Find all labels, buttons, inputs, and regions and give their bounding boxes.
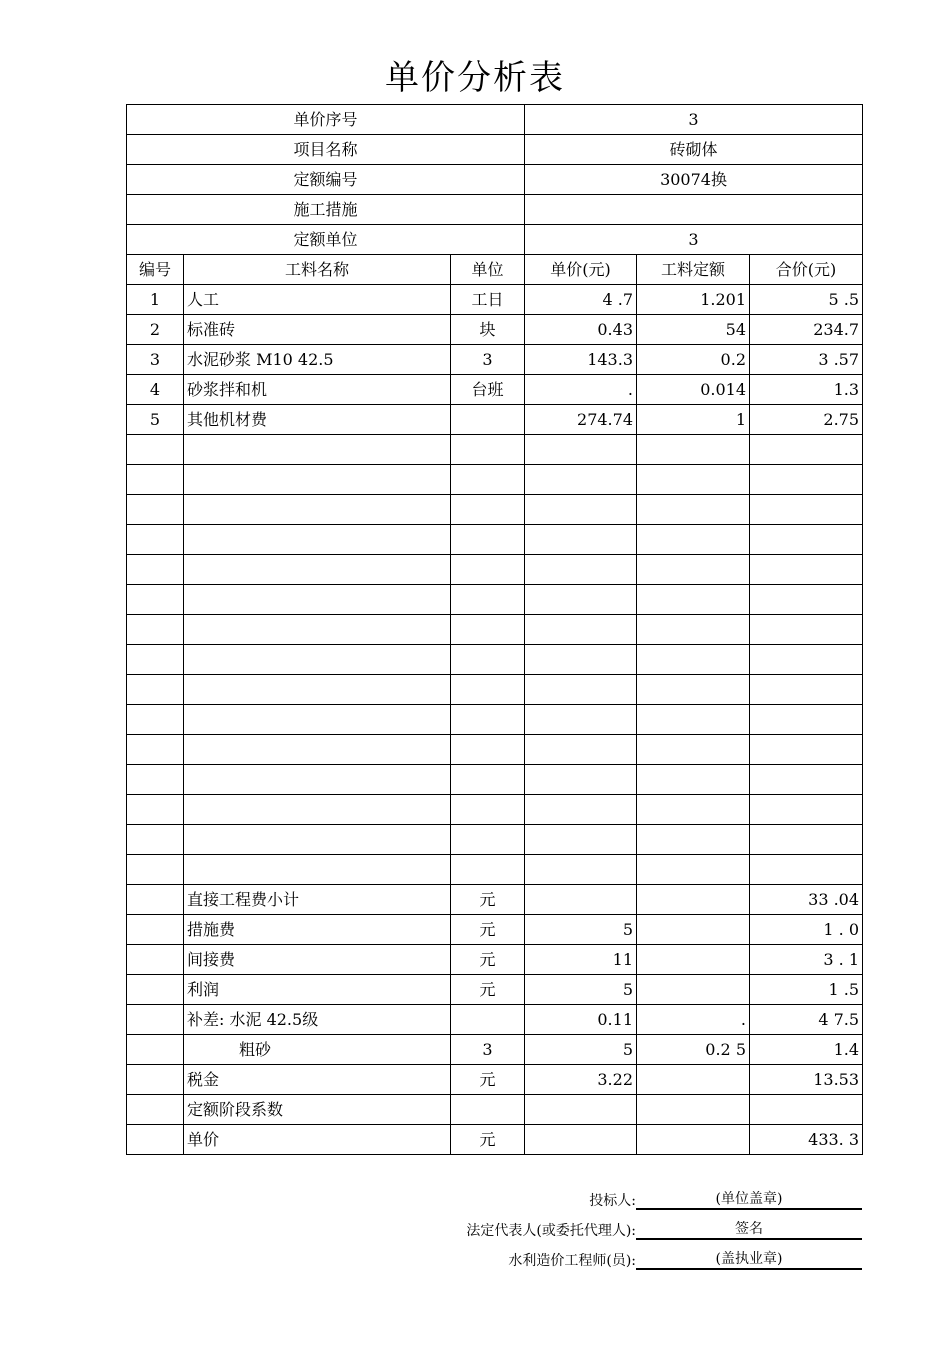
column-header: 编号 bbox=[127, 255, 184, 285]
empty-cell bbox=[127, 855, 184, 885]
empty-cell bbox=[127, 675, 184, 705]
item-unit: 块 bbox=[451, 315, 525, 345]
item-total: 3 .57 bbox=[750, 345, 863, 375]
summary-name: 定额阶段系数 bbox=[184, 1095, 451, 1125]
empty-cell bbox=[637, 855, 750, 885]
empty-cell bbox=[184, 705, 451, 735]
summary-total: 1.4 bbox=[750, 1035, 863, 1065]
empty-cell bbox=[750, 525, 863, 555]
empty-cell bbox=[750, 435, 863, 465]
table-row bbox=[127, 615, 863, 645]
table-row bbox=[127, 945, 863, 975]
item-no: 3 bbox=[127, 345, 184, 375]
empty-cell bbox=[525, 645, 637, 675]
info-label: 单价序号 bbox=[127, 105, 525, 135]
table-row bbox=[127, 675, 863, 705]
table-row bbox=[127, 255, 863, 285]
empty-cell bbox=[451, 795, 525, 825]
table-row bbox=[127, 315, 863, 345]
item-no: 2 bbox=[127, 315, 184, 345]
empty-cell bbox=[127, 765, 184, 795]
summary-total: 433. 3 bbox=[750, 1125, 863, 1155]
info-label: 定额单位 bbox=[127, 225, 525, 255]
summary-total: 3 . 1 bbox=[750, 945, 863, 975]
summary-no bbox=[127, 975, 184, 1005]
item-unit bbox=[451, 405, 525, 435]
empty-cell bbox=[127, 555, 184, 585]
table-row bbox=[127, 345, 863, 375]
item-quota: 1 bbox=[637, 405, 750, 435]
table-row bbox=[127, 825, 863, 855]
empty-cell bbox=[184, 495, 451, 525]
empty-cell bbox=[184, 855, 451, 885]
empty-cell bbox=[127, 465, 184, 495]
empty-cell bbox=[451, 435, 525, 465]
info-value bbox=[525, 195, 863, 225]
empty-cell bbox=[637, 465, 750, 495]
summary-quota: . bbox=[637, 1005, 750, 1035]
empty-cell bbox=[184, 465, 451, 495]
empty-cell bbox=[637, 435, 750, 465]
info-label: 项目名称 bbox=[127, 135, 525, 165]
empty-cell bbox=[451, 615, 525, 645]
empty-cell bbox=[451, 855, 525, 885]
empty-cell bbox=[451, 705, 525, 735]
empty-cell bbox=[127, 435, 184, 465]
summary-price: 5 bbox=[525, 975, 637, 1005]
item-quota: 0.014 bbox=[637, 375, 750, 405]
empty-cell bbox=[127, 615, 184, 645]
empty-cell bbox=[127, 795, 184, 825]
empty-cell bbox=[184, 435, 451, 465]
table-row bbox=[127, 855, 863, 885]
empty-cell bbox=[637, 825, 750, 855]
table-row bbox=[127, 225, 863, 255]
summary-total: 4 7.5 bbox=[750, 1005, 863, 1035]
table-row bbox=[127, 555, 863, 585]
empty-cell bbox=[525, 675, 637, 705]
empty-cell bbox=[127, 645, 184, 675]
empty-cell bbox=[750, 495, 863, 525]
empty-cell bbox=[750, 735, 863, 765]
empty-cell bbox=[451, 495, 525, 525]
table-row bbox=[127, 1065, 863, 1095]
summary-name: 单价 bbox=[184, 1125, 451, 1155]
item-unit: 3 bbox=[451, 345, 525, 375]
empty-cell bbox=[750, 585, 863, 615]
item-no: 5 bbox=[127, 405, 184, 435]
summary-price: 0.11 bbox=[525, 1005, 637, 1035]
summary-unit: 元 bbox=[451, 885, 525, 915]
signature-label: 投标人: bbox=[589, 1193, 636, 1209]
item-quota: 1.201 bbox=[637, 285, 750, 315]
item-name: 标准砖 bbox=[184, 315, 451, 345]
unit-price-table bbox=[126, 104, 863, 1155]
empty-cell bbox=[525, 585, 637, 615]
table-row bbox=[127, 195, 863, 225]
empty-cell bbox=[127, 705, 184, 735]
summary-name: 税金 bbox=[184, 1065, 451, 1095]
summary-name: 利润 bbox=[184, 975, 451, 1005]
empty-cell bbox=[525, 765, 637, 795]
table-row bbox=[127, 885, 863, 915]
empty-cell bbox=[184, 645, 451, 675]
empty-cell bbox=[750, 795, 863, 825]
summary-total bbox=[750, 1095, 863, 1125]
table-row bbox=[127, 1035, 863, 1065]
table-row bbox=[127, 915, 863, 945]
summary-unit: 元 bbox=[451, 945, 525, 975]
item-price: 4 .7 bbox=[525, 285, 637, 315]
info-value: 30074换 bbox=[525, 165, 863, 195]
empty-cell bbox=[525, 735, 637, 765]
summary-no bbox=[127, 915, 184, 945]
empty-cell bbox=[637, 615, 750, 645]
summary-price: 5 bbox=[525, 915, 637, 945]
empty-cell bbox=[184, 555, 451, 585]
empty-cell bbox=[184, 585, 451, 615]
empty-cell bbox=[525, 555, 637, 585]
column-header: 工料名称 bbox=[184, 255, 451, 285]
table-row bbox=[127, 405, 863, 435]
table-row bbox=[127, 135, 863, 165]
item-quota: 0.2 bbox=[637, 345, 750, 375]
empty-cell bbox=[451, 585, 525, 615]
item-unit: 工日 bbox=[451, 285, 525, 315]
empty-cell bbox=[750, 555, 863, 585]
empty-cell bbox=[184, 735, 451, 765]
table-row bbox=[127, 645, 863, 675]
info-value: 3 bbox=[525, 225, 863, 255]
empty-cell bbox=[127, 495, 184, 525]
empty-cell bbox=[451, 555, 525, 585]
summary-price: 11 bbox=[525, 945, 637, 975]
empty-cell bbox=[637, 525, 750, 555]
empty-cell bbox=[451, 675, 525, 705]
item-price: . bbox=[525, 375, 637, 405]
empty-cell bbox=[637, 495, 750, 525]
empty-cell bbox=[750, 465, 863, 495]
table-row bbox=[127, 465, 863, 495]
item-quota: 54 bbox=[637, 315, 750, 345]
item-price: 143.3 bbox=[525, 345, 637, 375]
item-name: 人工 bbox=[184, 285, 451, 315]
empty-cell bbox=[525, 465, 637, 495]
summary-unit: 元 bbox=[451, 915, 525, 945]
table-row bbox=[127, 585, 863, 615]
empty-cell bbox=[184, 675, 451, 705]
empty-cell bbox=[525, 825, 637, 855]
summary-name: 直接工程费小计 bbox=[184, 885, 451, 915]
empty-cell bbox=[637, 675, 750, 705]
table-row bbox=[127, 375, 863, 405]
table-row bbox=[127, 795, 863, 825]
summary-price: 3.22 bbox=[525, 1065, 637, 1095]
empty-cell bbox=[637, 645, 750, 675]
empty-cell bbox=[637, 765, 750, 795]
item-total: 5 .5 bbox=[750, 285, 863, 315]
column-header: 合价(元) bbox=[750, 255, 863, 285]
signature-value: (单位盖章) bbox=[636, 1190, 862, 1210]
summary-total: 1 .5 bbox=[750, 975, 863, 1005]
empty-cell bbox=[184, 825, 451, 855]
item-total: 1.3 bbox=[750, 375, 863, 405]
table-row bbox=[127, 705, 863, 735]
summary-no bbox=[127, 1005, 184, 1035]
table-row bbox=[127, 765, 863, 795]
summary-no bbox=[127, 945, 184, 975]
empty-cell bbox=[184, 525, 451, 555]
table-row bbox=[127, 735, 863, 765]
empty-cell bbox=[750, 855, 863, 885]
column-header: 工料定额 bbox=[637, 255, 750, 285]
empty-cell bbox=[750, 825, 863, 855]
info-value: 砖砌体 bbox=[525, 135, 863, 165]
empty-cell bbox=[525, 795, 637, 825]
summary-quota bbox=[637, 1065, 750, 1095]
empty-cell bbox=[127, 585, 184, 615]
table-row bbox=[127, 435, 863, 465]
summary-price bbox=[525, 885, 637, 915]
summary-quota bbox=[637, 915, 750, 945]
summary-no bbox=[127, 1095, 184, 1125]
empty-cell bbox=[637, 705, 750, 735]
signature-label: 水利造价工程师(员): bbox=[508, 1253, 636, 1269]
empty-cell bbox=[451, 645, 525, 675]
empty-cell bbox=[750, 645, 863, 675]
item-name: 砂浆拌和机 bbox=[184, 375, 451, 405]
info-label: 施工措施 bbox=[127, 195, 525, 225]
empty-cell bbox=[750, 765, 863, 795]
empty-cell bbox=[525, 705, 637, 735]
item-name: 其他机材费 bbox=[184, 405, 451, 435]
summary-total: 1 . 0 bbox=[750, 915, 863, 945]
signature-label: 法定代表人(或委托代理人): bbox=[466, 1223, 636, 1239]
summary-name: 措施费 bbox=[184, 915, 451, 945]
summary-unit bbox=[451, 1005, 525, 1035]
summary-unit: 3 bbox=[451, 1035, 525, 1065]
summary-name: 间接费 bbox=[184, 945, 451, 975]
item-total: 234.7 bbox=[750, 315, 863, 345]
empty-cell bbox=[451, 825, 525, 855]
summary-price: 5 bbox=[525, 1035, 637, 1065]
summary-name: 粗砂 bbox=[184, 1035, 451, 1065]
item-total: 2.75 bbox=[750, 405, 863, 435]
table-row bbox=[127, 105, 863, 135]
summary-unit: 元 bbox=[451, 975, 525, 1005]
page-title: 单价分析表 bbox=[385, 58, 565, 98]
summary-total: 33 .04 bbox=[750, 885, 863, 915]
summary-no bbox=[127, 1065, 184, 1095]
empty-cell bbox=[184, 795, 451, 825]
table-row bbox=[127, 285, 863, 315]
summary-unit bbox=[451, 1095, 525, 1125]
info-value: 3 bbox=[525, 105, 863, 135]
empty-cell bbox=[525, 495, 637, 525]
empty-cell bbox=[637, 735, 750, 765]
summary-no bbox=[127, 1125, 184, 1155]
empty-cell bbox=[525, 525, 637, 555]
empty-cell bbox=[127, 525, 184, 555]
empty-cell bbox=[451, 525, 525, 555]
table-row bbox=[127, 1125, 863, 1155]
summary-quota bbox=[637, 975, 750, 1005]
summary-unit: 元 bbox=[451, 1065, 525, 1095]
empty-cell bbox=[525, 435, 637, 465]
summary-quota bbox=[637, 1125, 750, 1155]
empty-cell bbox=[127, 825, 184, 855]
summary-quota: 0.2 5 bbox=[637, 1035, 750, 1065]
summary-no bbox=[127, 885, 184, 915]
info-label: 定额编号 bbox=[127, 165, 525, 195]
item-price: 0.43 bbox=[525, 315, 637, 345]
summary-quota bbox=[637, 885, 750, 915]
empty-cell bbox=[451, 765, 525, 795]
item-unit: 台班 bbox=[451, 375, 525, 405]
summary-price bbox=[525, 1095, 637, 1125]
empty-cell bbox=[451, 735, 525, 765]
empty-cell bbox=[127, 735, 184, 765]
empty-cell bbox=[525, 615, 637, 645]
item-price: 274.74 bbox=[525, 405, 637, 435]
table-row bbox=[127, 975, 863, 1005]
empty-cell bbox=[637, 795, 750, 825]
empty-cell bbox=[184, 615, 451, 645]
empty-cell bbox=[525, 855, 637, 885]
summary-unit: 元 bbox=[451, 1125, 525, 1155]
empty-cell bbox=[750, 675, 863, 705]
table-row bbox=[127, 495, 863, 525]
empty-cell bbox=[451, 465, 525, 495]
item-no: 4 bbox=[127, 375, 184, 405]
summary-no bbox=[127, 1035, 184, 1065]
summary-total: 13.53 bbox=[750, 1065, 863, 1095]
summary-quota bbox=[637, 945, 750, 975]
column-header: 单价(元) bbox=[525, 255, 637, 285]
table-row bbox=[127, 1095, 863, 1125]
empty-cell bbox=[637, 585, 750, 615]
table-row bbox=[127, 165, 863, 195]
empty-cell bbox=[750, 615, 863, 645]
empty-cell bbox=[184, 765, 451, 795]
item-name: 水泥砂浆 M10 42.5 bbox=[184, 345, 451, 375]
item-no: 1 bbox=[127, 285, 184, 315]
summary-price bbox=[525, 1125, 637, 1155]
empty-cell bbox=[750, 705, 863, 735]
summary-name: 补差: 水泥 42.5级 bbox=[184, 1005, 451, 1035]
signature-value: (盖执业章) bbox=[636, 1250, 862, 1270]
summary-quota bbox=[637, 1095, 750, 1125]
table-row bbox=[127, 525, 863, 555]
signature-value: 签名 bbox=[636, 1220, 862, 1240]
empty-cell bbox=[637, 555, 750, 585]
column-header: 单位 bbox=[451, 255, 525, 285]
table-row bbox=[127, 1005, 863, 1035]
